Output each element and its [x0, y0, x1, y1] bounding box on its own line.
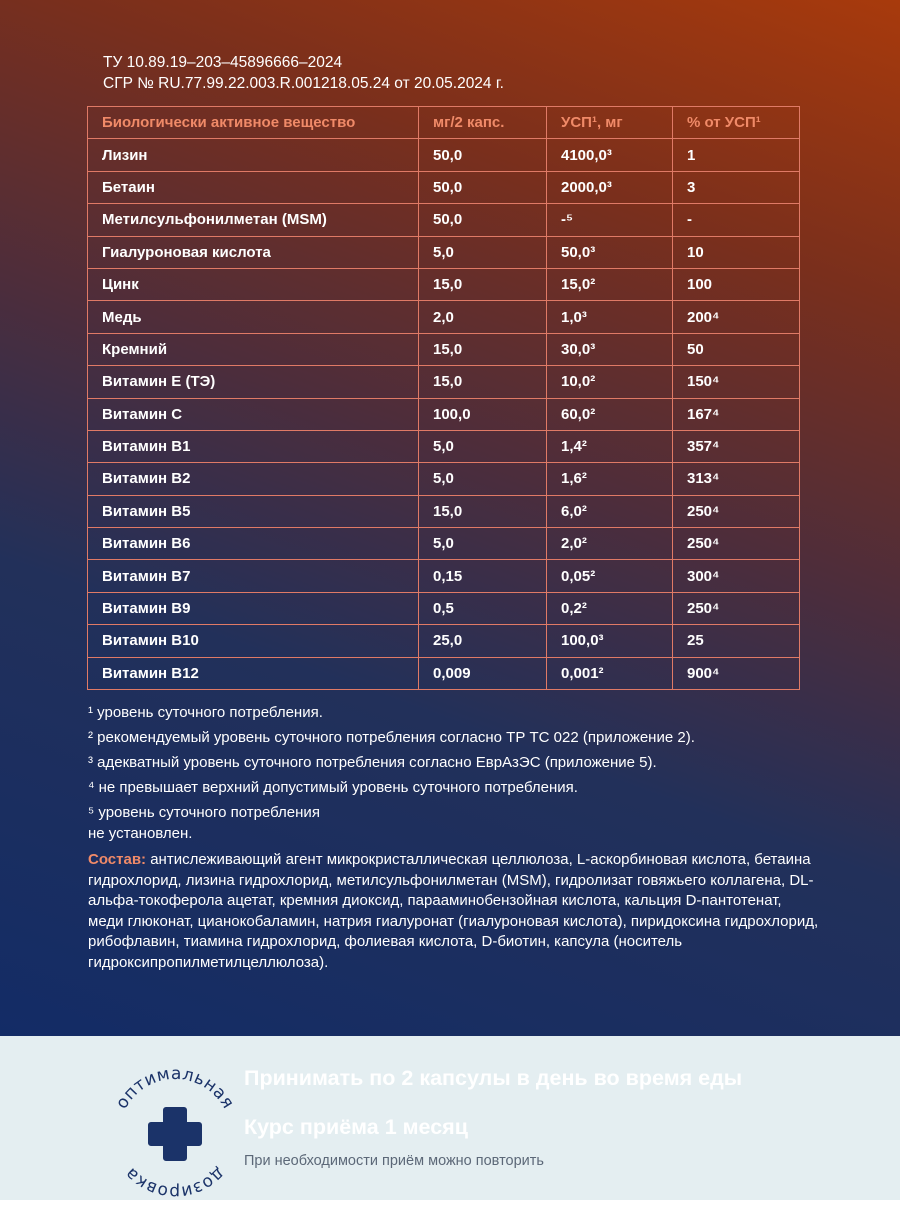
table-row [88, 495, 800, 527]
footnote-4: ⁴ не превышает верхний допустимый уровень суточного потребления. [88, 779, 578, 796]
footnote-5 [88, 802, 848, 844]
cell-substance: Лизин [88, 139, 419, 171]
cell-substance: Бетаин [88, 171, 419, 203]
footnote-5-line1: ⁵ уровень суточного потребления [88, 804, 320, 821]
cell-substance: Витамин В9 [88, 592, 419, 624]
cell-usp: 50,0³ [547, 236, 673, 268]
cell-mg: 0,15 [419, 560, 547, 592]
tu-number: ТУ 10.89.19–203–45896666–2024 [103, 54, 343, 71]
cell-usp: 6,0² [547, 495, 673, 527]
table-row [88, 301, 800, 333]
table-body [88, 139, 800, 690]
table-row [88, 204, 800, 236]
cell-usp-percent: 250⁴ [673, 528, 800, 560]
cell-substance: Витамин В6 [88, 528, 419, 560]
cell-usp: 15,0² [547, 268, 673, 300]
cell-substance: Витамин В5 [88, 495, 419, 527]
nutrient-table [87, 106, 800, 690]
cell-substance: Медь [88, 301, 419, 333]
cell-substance: Витамин В12 [88, 657, 419, 689]
cell-usp: 10,0² [547, 366, 673, 398]
table-row [88, 560, 800, 592]
cell-usp: 60,0² [547, 398, 673, 430]
table-row [88, 430, 800, 462]
cell-substance: Метилсульфонилметан (MSM) [88, 204, 419, 236]
header-usp-percent: % от УСП¹ [673, 107, 800, 139]
table-row [88, 366, 800, 398]
cell-usp-percent: 167⁴ [673, 398, 800, 430]
course-duration: Курс приёма 1 месяц [244, 1115, 468, 1139]
cell-usp: 2,0² [547, 528, 673, 560]
cell-usp-percent: 250⁴ [673, 592, 800, 624]
cell-substance: Витамин В10 [88, 625, 419, 657]
cell-usp: 0,001² [547, 657, 673, 689]
cell-usp: 1,6² [547, 463, 673, 495]
cell-usp: 0,2² [547, 592, 673, 624]
cell-usp-percent: 50 [673, 333, 800, 365]
badge-top-text: оптимальная [111, 1063, 239, 1113]
cell-usp-percent: 10 [673, 236, 800, 268]
cell-mg: 15,0 [419, 495, 547, 527]
cell-substance: Витамин С [88, 398, 419, 430]
cell-usp: -⁵ [547, 204, 673, 236]
badge-bottom-text: дозировка [120, 1163, 229, 1203]
header-mg: мг/2 капс. [419, 107, 547, 139]
cell-substance: Кремний [88, 333, 419, 365]
medical-cross-icon [148, 1107, 202, 1161]
cell-usp: 100,0³ [547, 625, 673, 657]
cell-mg: 5,0 [419, 236, 547, 268]
cell-usp-percent: 1 [673, 139, 800, 171]
cell-usp-percent: 3 [673, 171, 800, 203]
composition-label: Состав: [88, 851, 147, 868]
cell-substance: Витамин В2 [88, 463, 419, 495]
repeat-note: При необходимости приём можно повторить [244, 1153, 544, 1169]
footnote-1: ¹ уровень суточного потребления. [88, 704, 323, 721]
cell-usp: 1,4² [547, 430, 673, 462]
cell-usp: 0,05² [547, 560, 673, 592]
cell-usp-percent: 900⁴ [673, 657, 800, 689]
footnote-5-line2: не установлен. [88, 825, 193, 842]
table-row [88, 398, 800, 430]
table-row [88, 528, 800, 560]
header-usp: УСП¹, мг [547, 107, 673, 139]
table-row [88, 657, 800, 689]
table-row [88, 139, 800, 171]
cell-usp-percent: 150⁴ [673, 366, 800, 398]
cell-usp-percent: - [673, 204, 800, 236]
registration-info [103, 52, 504, 94]
cell-usp-percent: 25 [673, 625, 800, 657]
cell-mg: 50,0 [419, 204, 547, 236]
cell-mg: 50,0 [419, 139, 547, 171]
sgr-number: СГР № RU.77.99.22.003.R.001218.05.24 от 20.05.2024 г. [103, 75, 504, 92]
cell-substance: Цинк [88, 268, 419, 300]
cell-usp-percent: 313⁴ [673, 463, 800, 495]
cell-substance: Витамин Е (ТЭ) [88, 366, 419, 398]
cell-substance: Витамин В7 [88, 560, 419, 592]
cell-usp-percent: 200⁴ [673, 301, 800, 333]
dosage-instruction: Принимать по 2 капсулы в день во время еды [244, 1066, 743, 1090]
cell-usp: 4100,0³ [547, 139, 673, 171]
table-row [88, 625, 800, 657]
cell-mg: 0,009 [419, 657, 547, 689]
optimal-dosage-badge [100, 1058, 250, 1208]
cell-mg: 50,0 [419, 171, 547, 203]
header-substance: Биологически активное вещество [88, 107, 419, 139]
cell-usp-percent: 100 [673, 268, 800, 300]
cell-substance: Витамин В1 [88, 430, 419, 462]
table-row [88, 592, 800, 624]
cell-usp-percent: 300⁴ [673, 560, 800, 592]
cell-mg: 100,0 [419, 398, 547, 430]
table-row [88, 463, 800, 495]
cell-mg: 5,0 [419, 528, 547, 560]
cell-usp-percent: 250⁴ [673, 495, 800, 527]
cell-substance: Гиалуроновая кислота [88, 236, 419, 268]
cell-mg: 15,0 [419, 268, 547, 300]
cell-mg: 15,0 [419, 366, 547, 398]
table-row [88, 236, 800, 268]
footnotes [88, 702, 848, 844]
cell-usp: 2000,0³ [547, 171, 673, 203]
table-row [88, 268, 800, 300]
cell-usp: 30,0³ [547, 333, 673, 365]
composition-text: антислеживающий агент микрокристаллическая целлюлоза, L-аскорбиновая кислота, бетаина гидрохлорид, лизина гидрохлорид, метилсульфонилметан (MSM), гидролизат говяжьего коллагена, DL-альфа-токоферола ацетат, кремния диоксид, парааминобензойная кислота, кальция D-пантотенат, меди глюконат, цианокобаламин, натрия гиалуронат (гиалуроновая кислота), пиридоксина гидрохлорид, рибофлавин, тиамина гидрохлорид, фолиевая кислота, D-биотин, капсула (носитель гидроксипропилметилцеллюлоза). [88, 851, 819, 971]
cell-mg: 2,0 [419, 301, 547, 333]
cell-mg: 25,0 [419, 625, 547, 657]
cell-mg: 5,0 [419, 463, 547, 495]
cell-mg: 5,0 [419, 430, 547, 462]
table-row [88, 333, 800, 365]
cell-mg: 15,0 [419, 333, 547, 365]
composition [88, 850, 820, 973]
cell-mg: 0,5 [419, 592, 547, 624]
footnote-2: ² рекомендуемый уровень суточного потребления согласно ТР ТС 022 (приложение 2). [88, 729, 695, 746]
cell-usp-percent: 357⁴ [673, 430, 800, 462]
table-header-row [88, 107, 800, 139]
table-row [88, 171, 800, 203]
cell-usp: 1,0³ [547, 301, 673, 333]
footnote-3: ³ адекватный уровень суточного потребления согласно ЕврАзЭС (приложение 5). [88, 754, 657, 771]
